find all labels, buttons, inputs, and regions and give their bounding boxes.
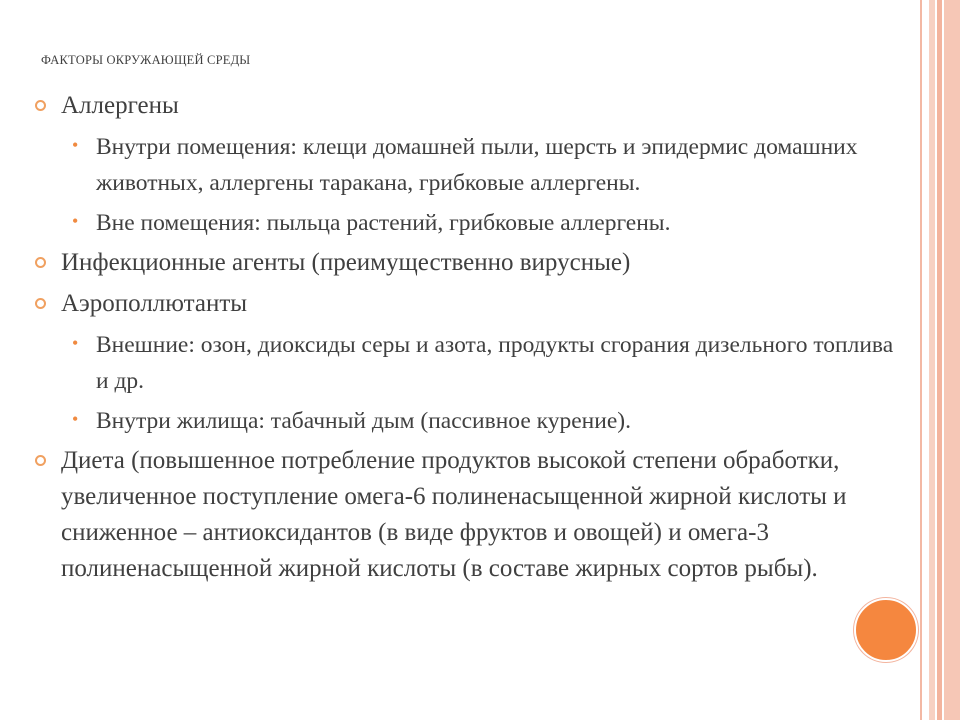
decor-stripe-b xyxy=(937,0,942,720)
sub-bullet-text: Вне помещения: пыльца растений, грибковые аллергены. xyxy=(96,210,671,236)
dot-bullet-icon: • xyxy=(72,211,79,231)
bullet-item-aeropollutants xyxy=(34,286,894,322)
ring-bullet-icon xyxy=(35,455,46,466)
sub-bullet-text: Внутри помещения: клещи домашней пыли, шерсть и эпидермис домашних животных, аллергены таракана, грибковые аллергены. xyxy=(96,134,858,196)
bullet-text: Аллергены xyxy=(61,92,179,119)
sub-bullet-item xyxy=(34,327,894,399)
bullet-text: Инфекционные агенты (преимущественно вирусные) xyxy=(61,249,631,276)
dot-bullet-icon: • xyxy=(72,333,79,353)
bullet-text: Аэрополлютанты xyxy=(61,290,248,317)
sub-bullet-item xyxy=(34,129,894,201)
bullet-item-diet xyxy=(34,443,894,587)
ring-bullet-icon xyxy=(35,257,46,268)
ring-bullet-icon xyxy=(35,298,46,309)
slide-content xyxy=(34,88,894,592)
ring-bullet-icon xyxy=(35,100,46,111)
bullet-item-allergens xyxy=(34,88,894,124)
dot-bullet-icon: • xyxy=(72,409,79,429)
slide-title: ФАКТОРЫ ОКРУЖАЮЩЕЙ СРЕДЫ xyxy=(41,53,251,67)
bullet-item-infectious xyxy=(34,245,894,281)
decor-stripe-c xyxy=(944,0,960,720)
decor-stripe-line xyxy=(920,0,922,720)
decor-orange-circle xyxy=(854,598,918,662)
sub-bullet-text: Внешние: озон, диоксиды серы и азота, продукты сгорания дизельного топлива и др. xyxy=(96,332,894,394)
sub-bullet-item xyxy=(34,205,894,241)
bullet-text: Диета (повышенное потребление продуктов высокой степени обработки, увеличенное поступление омега-6 полиненасыщенной жирной кислоты и сниженное – антиоксидантов (в виде фруктов и овощей) и омега-3 полиненасыщенной жирной кислоты (в составе жирных сортов рыбы). xyxy=(61,447,847,582)
sub-bullet-text: Внутри жилища: табачный дым (пассивное курение). xyxy=(96,408,631,434)
decor-stripe-a xyxy=(929,0,935,720)
sub-bullet-item xyxy=(34,403,894,439)
dot-bullet-icon: • xyxy=(72,135,79,155)
